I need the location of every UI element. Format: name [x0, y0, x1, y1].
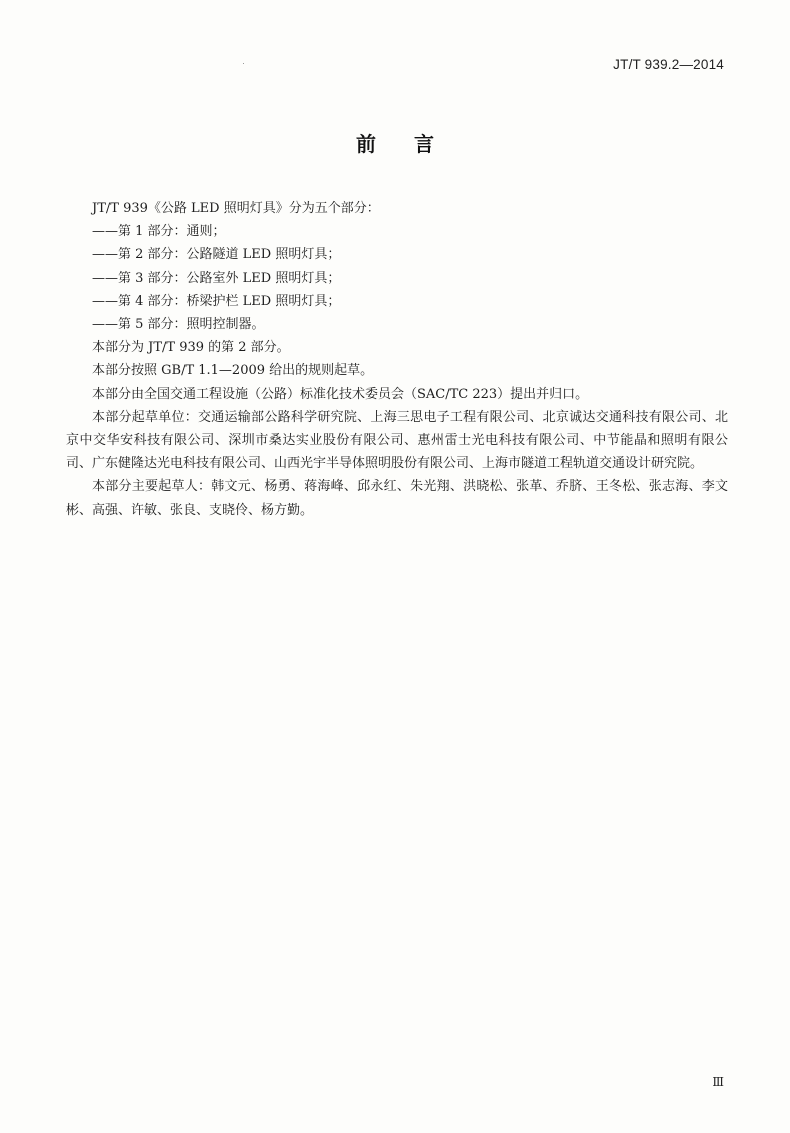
- scan-speck: [243, 63, 244, 64]
- paragraph-part-4: ——第 4 部分：桥梁护栏 LED 照明灯具；: [92, 293, 341, 309]
- page-number: Ⅲ: [712, 1075, 724, 1089]
- paragraph-this-part: 本部分为 JT/T 939 的第 2 部分。: [92, 340, 290, 356]
- paragraph-committee: 本部分由全国交通工程设施（公路）标准化技术委员会（SAC/TC 223）提出并归口。: [92, 386, 589, 402]
- paragraph-part-5: ——第 5 部分：照明控制器。: [92, 317, 265, 333]
- paragraph-drafting-units: 本部分起草单位：交通运输部公路科学研究院、上海三思电子工程有限公司、北京诚达交通科技有限公司、北京中交华安科技有限公司、深圳市桑达实业股份有限公司、惠州雷士光电科技有限公司、中节能晶和照明有限公司、广东健隆达光电科技有限公司、山西光宇半导体照明股份有限公司、上海市隧道工程轨道交通设计研究院。: [66, 409, 728, 472]
- page-title: 前言: [356, 132, 472, 156]
- paragraph-drafting-rules: 本部分按照 GB/T 1.1—2009 给出的规则起草。: [92, 363, 374, 379]
- standard-number: JT/T 939.2—2014: [613, 57, 724, 72]
- paragraph-part-1: ——第 1 部分：通则；: [92, 224, 226, 240]
- paragraph-part-3: ——第 3 部分：公路室外 LED 照明灯具；: [92, 270, 341, 286]
- paragraph-drafters: 本部分主要起草人：韩文元、杨勇、蒋海峰、邱永红、朱光翔、洪晓松、张革、乔脐、王冬松、张志海、李文彬、高强、许敏、张良、支晓伶、杨方勤。: [66, 479, 728, 518]
- foreword-body: [66, 197, 728, 522]
- paragraph-part-2: ——第 2 部分：公路隧道 LED 照明灯具；: [92, 247, 341, 263]
- paragraph-parts-intro: JT/T 939《公路 LED 照明灯具》分为五个部分：: [92, 201, 380, 216]
